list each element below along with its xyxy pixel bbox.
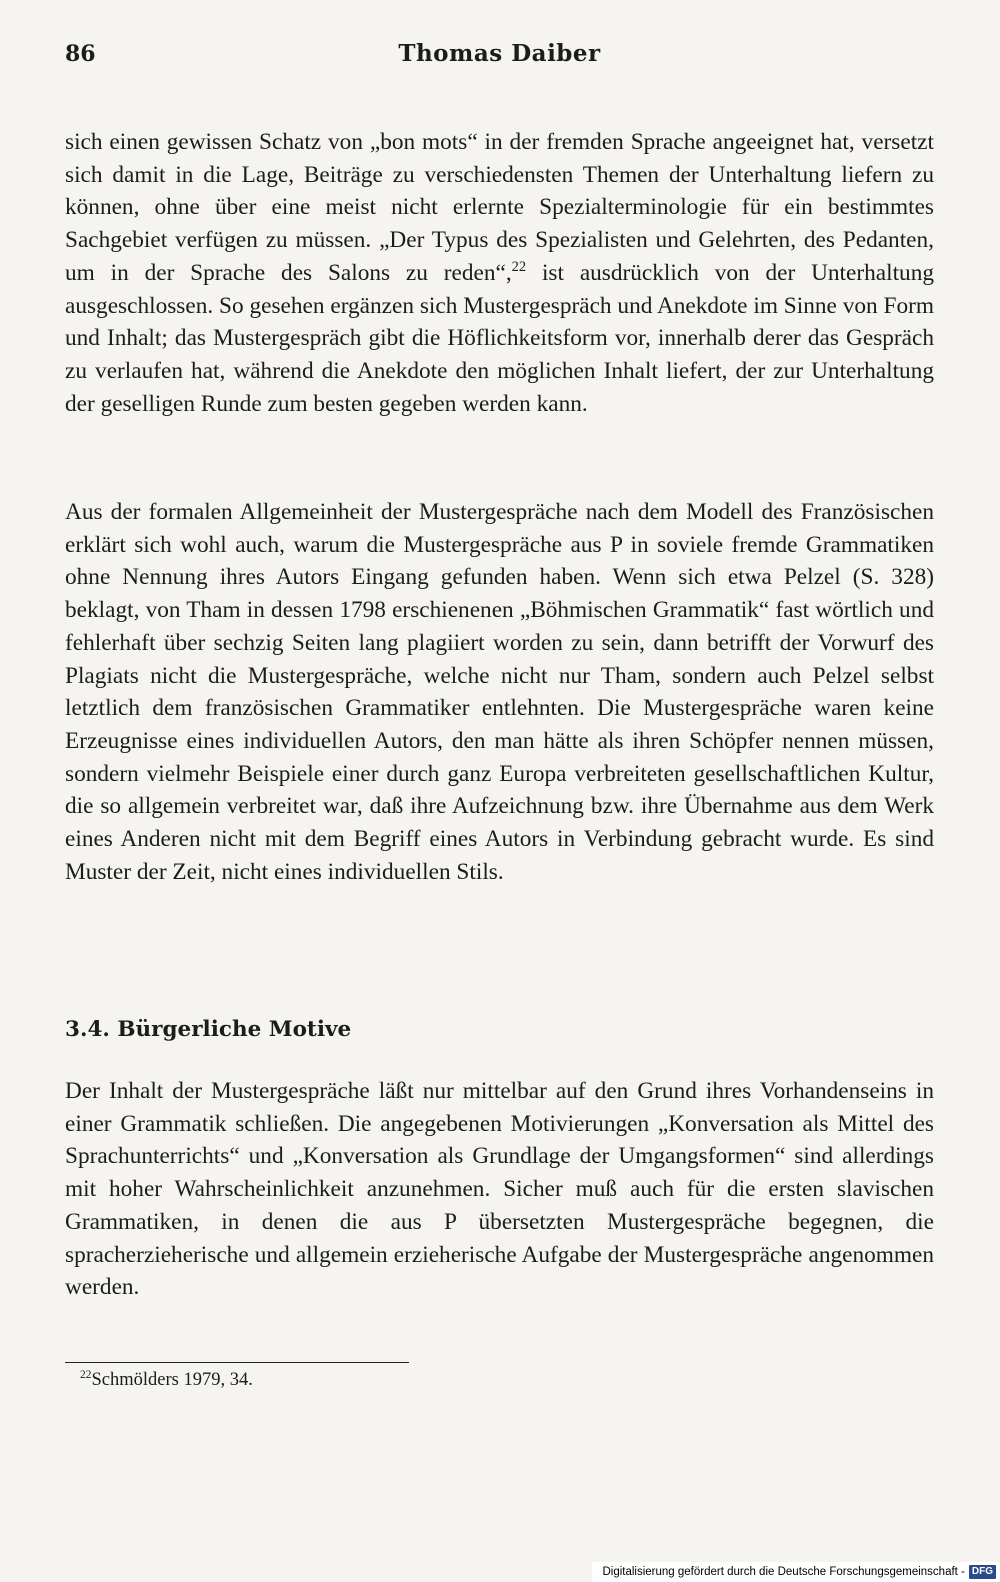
footnote-reference[interactable]: 22 <box>511 259 527 276</box>
footnote <box>80 1367 253 1393</box>
footnote-text: Schmölders 1979, 34. <box>91 1370 253 1390</box>
dfg-logo-icon: DFG <box>969 1565 996 1579</box>
page-header <box>65 38 934 74</box>
footnote-divider <box>65 1362 409 1363</box>
body-paragraph-3: Der Inhalt der Mustergespräche läßt nur mittelbar auf den Grund ihres Vorhandenseins in einer Grammatik schließen. Die angegebenen Motivierungen „Konversation als Mittel des Sprachunterrichts“ und „Konversation als Grundlage der Umgangsformen“ sind allerdings mit hoher Wahrscheinlichkeit anzunehmen. Sicher muß auch für die ersten slavischen Grammatiken, in denen die aus P übersetzten Mustergespräche begegnen, die spracherzieherische und allgemein erzieherische Aufgabe der Mustergespräche angenommen werden. <box>65 1078 934 1301</box>
footnote-number: 22 <box>80 1369 92 1382</box>
page-number: 86 <box>65 41 96 67</box>
body-paragraph-1 <box>65 126 934 420</box>
running-head-author: Thomas Daiber <box>398 40 601 67</box>
body-paragraph-2: Aus der formalen Allgemeinheit der Mustergespräche nach dem Modell des Französischen erklärt sich wohl auch, warum die Mustergespräche aus P in soviele fremde Grammatiken ohne Nennung ihres Autors Eingang gefunden haben. Wenn sich etwa Pelzel (S. 328) beklagt, von Tham in dessen 1798 erschienenen „Böhmischen Grammatik“ fast wörtlich und fehlerhaft über sechzig Seiten lang plagiiert worden zu sein, dann betrifft der Vorwurf des Plagiats nicht die Mustergespräche, welche nicht nur Tham, sondern auch Pelzel selbst letztlich dem französischen Grammatiker entlehnten. Die Mustergespräche waren keine Erzeugnisse eines individuellen Autors, den man hätte als ihren Schöpfer nennen müssen, sondern vielmehr Beispiele einer durch ganz Europa verbreiteten gesellschaftlichen Kultur, die so allgemein verbreitet war, daß ihre Aufzeichnung bzw. ihre Übernahme aus dem Werk eines Anderen nicht mit dem Begriff eines Autors in Verbindung gebracht wurde. Es sind Muster der Zeit, nicht eines individuellen Stils. <box>65 499 934 885</box>
paragraph-1-part-a: sich einen gewissen Schatz von „bon mots“ in der fremden Sprache angeeignet hat, versetzt sich damit in die Lage, Beiträge zu verschiedensten Themen der Unterhaltung liefern zu können, ohne über eine meist nicht erlernte Spezialterminologie für ein bestimmtes Sachgebiet verfügen zu müssen. „Der Typus des Spezialisten und Gelehrten, des Pedanten, um in der Sprache des Salons zu reden“, <box>65 129 934 286</box>
paragraph-1-part-b: ist ausdrücklich von der Unterhaltung ausgeschlossen. So gesehen ergänzen sich Mustergespräch und Anekdote im Sinne von Form und Inhalt; das Mustergespräch gibt die Höflichkeitsform vor, innerhalb derer das Gespräch zu verlaufen hat, während die Anekdote den möglichen Inhalt liefert, der zur Unterhaltung der geselligen Runde zum besten gegeben werden kann. <box>65 259 935 417</box>
digitization-notice-text: Digitalisierung gefördert durch die Deutsche Forschungsgemeinschaft - <box>602 1566 965 1578</box>
section-heading: 3.4. Bürgerliche Motive <box>65 1017 352 1042</box>
digitization-notice <box>592 1562 1000 1582</box>
